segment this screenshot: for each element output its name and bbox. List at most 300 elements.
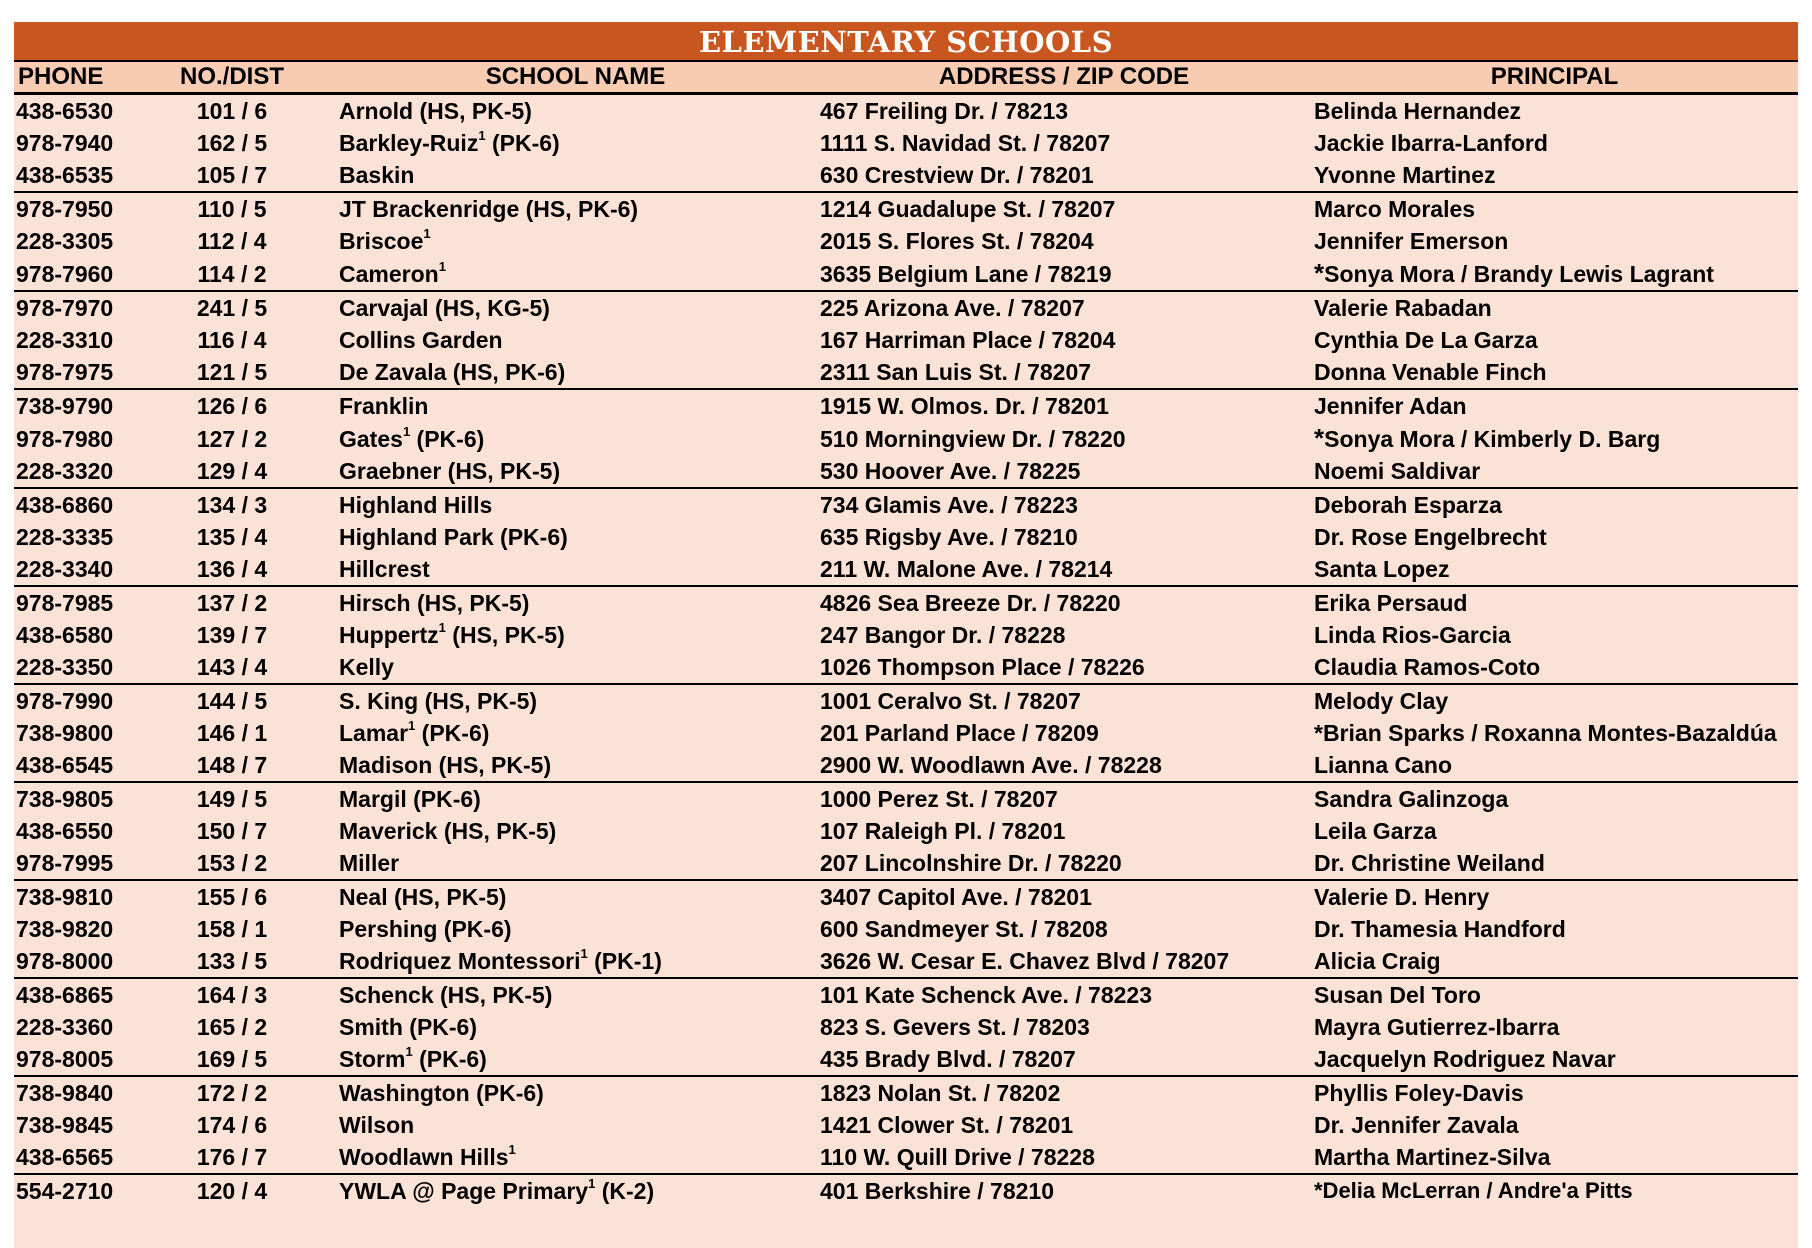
table-row	[14, 488, 1798, 521]
principal-name: Claudia Ramos-Coto	[1314, 654, 1541, 680]
principal-name: Erika Persaud	[1314, 590, 1468, 616]
address-cell: 823 S. Gevers St. / 78203	[820, 1014, 1090, 1040]
principal-name: Jennifer Emerson	[1314, 228, 1509, 254]
address-cell: 3635 Belgium Lane / 78219	[820, 260, 1112, 287]
school-name: De Zavala	[339, 359, 447, 385]
address-cell: 201 Parland Place / 78209	[820, 720, 1099, 746]
principal-name: Phyllis Foley-Davis	[1314, 1080, 1524, 1106]
address-cell: 167 Harriman Place / 78204	[820, 327, 1116, 353]
dist-cell: 153 / 2	[196, 850, 268, 876]
address-cell: 3626 W. Cesar E. Chavez Blvd / 78207	[820, 948, 1230, 974]
principal-name: Donna Venable Finch	[1314, 359, 1547, 385]
principal-name: Dr. Rose Engelbrecht	[1314, 524, 1547, 550]
principal-name: Sandra Galinzoga	[1314, 786, 1509, 812]
school-name: Schenck	[339, 982, 434, 1008]
header-phone: PHONE	[14, 61, 162, 94]
principal-name: Sonya Mora / Brandy Lewis Lagrant	[1324, 261, 1714, 287]
principal-name: Jackie Ibarra-Lanford	[1314, 130, 1548, 156]
principal-name: Dr. Jennifer Zavala	[1314, 1112, 1519, 1138]
school-name: S. King	[339, 688, 419, 714]
dist-cell: 148 / 7	[196, 752, 268, 778]
address-cell: 1000 Perez St. / 78207	[817, 782, 1311, 815]
footnote-marker: 1	[423, 226, 431, 242]
dist-cell: 172 / 2	[162, 1076, 334, 1109]
school-name-cell	[334, 684, 817, 717]
grade-note: (PK-6)	[485, 130, 560, 156]
phone-cell: 978-7995	[16, 850, 114, 876]
footnote-marker: 1	[588, 1176, 596, 1192]
principal-cell	[1311, 717, 1798, 749]
school-name-cell	[334, 749, 817, 782]
school-name: Lamar	[339, 720, 409, 746]
principal-name: Valerie D. Henry	[1314, 884, 1490, 910]
phone-cell: 438-6535	[16, 162, 114, 188]
dist-cell: 241 / 5	[162, 291, 334, 324]
school-name-cell	[334, 586, 817, 619]
address-cell: 3407 Capitol Ave. / 78201	[817, 880, 1311, 913]
phone-cell: 738-9845	[16, 1112, 114, 1138]
principal-name: Jacquelyn Rodriguez Navar	[1314, 1046, 1616, 1072]
principal-cell	[1311, 1076, 1798, 1109]
address-cell: 225 Arizona Ave. / 78207	[817, 291, 1311, 324]
principal-name: Dr. Christine Weiland	[1314, 850, 1545, 876]
school-name: Madison	[339, 752, 433, 778]
dist-cell: 114 / 2	[197, 260, 267, 287]
school-name-cell	[334, 1076, 817, 1109]
principal-cell	[1311, 1011, 1798, 1043]
phone-cell: 228-3340	[16, 556, 114, 582]
dist-cell: 176 / 7	[196, 1144, 268, 1170]
school-name-cell	[334, 389, 817, 422]
principal-cell	[1311, 455, 1798, 488]
principal-name: *Brian Sparks / Roxanna Montes-Bazaldúa	[1314, 720, 1777, 746]
principal-cell	[1311, 225, 1798, 257]
principal-name: Dr. Thamesia Handford	[1314, 916, 1566, 942]
school-name: Washington	[339, 1080, 470, 1106]
school-name: JT Brackenridge	[339, 196, 520, 222]
table-row	[14, 619, 1798, 651]
principal-name: Deborah Esparza	[1314, 492, 1502, 518]
phone-cell: 978-7940	[16, 130, 114, 156]
header-dist: NO./DIST	[162, 61, 334, 94]
school-name-cell	[334, 455, 817, 488]
address-cell: 110 W. Quill Drive / 78228	[820, 1144, 1095, 1170]
phone-cell: 738-9840	[14, 1076, 162, 1109]
dist-cell: 126 / 6	[162, 389, 334, 422]
dist-cell: 121 / 5	[196, 359, 268, 385]
phone-cell: 978-7980	[16, 425, 114, 452]
school-name-cell	[334, 291, 817, 324]
dist-cell: 137 / 2	[162, 586, 334, 619]
table-row	[14, 257, 1798, 291]
principal-cell	[1311, 586, 1798, 619]
address-cell: 247 Bangor Dr. / 78228	[820, 622, 1066, 648]
address-cell: 1001 Ceralvo St. / 78207	[817, 684, 1311, 717]
table-row	[14, 978, 1798, 1011]
table-row	[14, 782, 1798, 815]
dist-cell: 112 / 4	[197, 228, 267, 254]
school-name: Baskin	[339, 162, 415, 188]
table-row	[14, 847, 1798, 880]
section-title: ELEMENTARY SCHOOLS	[14, 22, 1798, 60]
table-row	[14, 815, 1798, 847]
address-cell: 107 Raleigh Pl. / 78201	[820, 818, 1066, 844]
grade-note: (HS, PK-5)	[410, 590, 530, 616]
table-row	[14, 159, 1798, 192]
phone-cell: 978-7960	[16, 260, 114, 287]
principal-cell	[1311, 782, 1798, 815]
address-cell: 510 Morningview Dr. / 78220	[820, 425, 1126, 452]
address-cell: 530 Hoover Ave. / 78225	[820, 458, 1081, 484]
table-row	[14, 913, 1798, 945]
address-cell: 101 Kate Schenck Ave. / 78223	[817, 978, 1311, 1011]
dist-cell: 134 / 3	[162, 488, 334, 521]
footnote-marker: 1	[508, 1142, 516, 1158]
principal-name: Yvonne Martinez	[1314, 162, 1496, 188]
phone-cell: 228-3360	[16, 1014, 114, 1040]
grade-note: (HS, PK-6)	[446, 359, 566, 385]
table-row	[14, 945, 1798, 978]
grade-note: (PK-1)	[587, 948, 662, 974]
principal-name: Jennifer Adan	[1314, 393, 1467, 419]
principal-name: Sonya Mora / Kimberly D. Barg	[1324, 426, 1661, 452]
school-name: Kelly	[339, 654, 394, 680]
dist-cell: 136 / 4	[196, 556, 268, 582]
school-name-cell	[334, 978, 817, 1011]
table-row	[14, 192, 1798, 225]
table-row	[14, 225, 1798, 257]
footnote-marker: 1	[438, 258, 446, 274]
principal-cell	[1311, 159, 1798, 192]
dist-cell: 158 / 1	[196, 916, 268, 942]
dist-cell: 133 / 5	[196, 948, 268, 974]
principal-name: Lianna Cano	[1314, 752, 1453, 778]
dist-cell: 105 / 7	[196, 162, 268, 188]
school-name-cell	[334, 1174, 817, 1207]
address-cell: 2015 S. Flores St. / 78204	[820, 228, 1094, 254]
dist-cell: 169 / 5	[196, 1046, 268, 1072]
address-cell: 630 Crestview Dr. / 78201	[820, 162, 1094, 188]
address-cell: 1823 Nolan St. / 78202	[817, 1076, 1311, 1109]
phone-cell: 738-9810	[14, 880, 162, 913]
principal-cell	[1311, 978, 1798, 1011]
principal-name: Susan Del Toro	[1314, 982, 1481, 1008]
phone-cell: 978-7950	[14, 192, 162, 225]
school-name-cell	[334, 619, 817, 651]
phone-cell: 738-9800	[16, 720, 114, 746]
principal-cell	[1311, 291, 1798, 324]
asterisk-marker: *	[1314, 258, 1325, 288]
school-name: Carvajal	[339, 295, 429, 321]
principal-cell	[1311, 1174, 1798, 1207]
dist-cell: 129 / 4	[196, 458, 268, 484]
school-name: Briscoe	[339, 228, 424, 254]
phone-cell: 978-8000	[16, 948, 114, 974]
school-name-cell	[334, 782, 817, 815]
table-row	[14, 389, 1798, 422]
principal-cell	[1311, 356, 1798, 389]
address-cell: 1915 W. Olmos. Dr. / 78201	[817, 389, 1311, 422]
dist-cell: 174 / 6	[196, 1112, 268, 1138]
table-row	[14, 455, 1798, 488]
grade-note: (PK-6)	[493, 524, 568, 550]
school-name: Collins Garden	[339, 327, 503, 353]
principal-cell	[1311, 1141, 1798, 1174]
school-name: Highland Park	[339, 524, 494, 550]
principal-cell	[1311, 1043, 1798, 1076]
phone-cell: 228-3335	[16, 524, 114, 550]
grade-note: (HS, PK-5)	[445, 622, 565, 648]
table-body	[14, 94, 1798, 1208]
dist-cell: 164 / 3	[162, 978, 334, 1011]
school-name: Maverick	[339, 818, 438, 844]
principal-cell	[1311, 422, 1798, 455]
school-name: Hillcrest	[339, 556, 430, 582]
dist-cell: 101 / 6	[196, 98, 268, 124]
school-name-cell	[334, 1109, 817, 1141]
phone-cell: 978-7975	[16, 359, 114, 385]
school-name-cell	[334, 913, 817, 945]
address-cell: 401 Berkshire / 78210	[817, 1174, 1311, 1207]
school-name: Miller	[339, 850, 400, 876]
table-row	[14, 1043, 1798, 1076]
principal-cell	[1311, 488, 1798, 521]
grade-note: (HS, PK-5)	[418, 688, 538, 714]
schools-table	[14, 60, 1798, 1207]
footnote-marker: 1	[438, 620, 446, 636]
grade-note: (HS, PK-5)	[433, 982, 553, 1008]
principal-name: Belinda Hernandez	[1314, 98, 1522, 124]
school-name: Neal	[339, 884, 388, 910]
phone-cell: 978-8005	[16, 1046, 114, 1072]
principal-cell	[1311, 847, 1798, 880]
phone-cell: 228-3320	[16, 458, 114, 484]
table-row	[14, 749, 1798, 782]
school-name-cell	[334, 521, 817, 553]
address-cell: 211 W. Malone Ave. / 78214	[820, 556, 1113, 582]
grade-note: (PK-6)	[437, 916, 512, 942]
school-name-cell	[334, 324, 817, 356]
table-row	[14, 586, 1798, 619]
phone-cell: 978-7970	[14, 291, 162, 324]
phone-cell: 438-6550	[16, 818, 114, 844]
grade-note: (PK-6)	[406, 786, 481, 812]
school-name-cell	[334, 945, 817, 978]
school-name-cell	[334, 192, 817, 225]
principal-cell	[1311, 324, 1798, 356]
header-address: ADDRESS / ZIP CODE	[817, 61, 1311, 94]
school-name-cell	[334, 488, 817, 521]
header-school-name: SCHOOL NAME	[334, 61, 817, 94]
school-name: Gates	[339, 425, 403, 452]
phone-cell: 438-6865	[14, 978, 162, 1011]
table-row	[14, 1109, 1798, 1141]
phone-cell: 228-3305	[16, 228, 114, 254]
address-cell: 600 Sandmeyer St. / 78208	[820, 916, 1108, 942]
grade-note: (PK-6)	[415, 720, 490, 746]
table-row	[14, 324, 1798, 356]
table-row	[14, 356, 1798, 389]
principal-cell	[1311, 619, 1798, 651]
grade-note: (HS, PK-5)	[413, 98, 532, 124]
table-row	[14, 651, 1798, 684]
principal-name: Linda Rios-Garcia	[1314, 622, 1511, 648]
address-cell: 1214 Guadalupe St. / 78207	[817, 192, 1311, 225]
school-name-cell	[334, 159, 817, 192]
phone-cell: 738-9820	[16, 916, 114, 942]
phone-cell: 438-6565	[16, 1144, 114, 1170]
phone-cell: 738-9790	[14, 389, 162, 422]
dist-cell: 116 / 4	[197, 327, 267, 353]
table-row	[14, 1141, 1798, 1174]
address-cell: 2900 W. Woodlawn Ave. / 78228	[820, 752, 1162, 778]
school-name: Franklin	[339, 393, 429, 419]
address-cell: 1421 Clower St. / 78201	[820, 1112, 1074, 1138]
principal-cell	[1311, 257, 1798, 291]
school-name-cell	[334, 257, 817, 291]
dist-cell: 143 / 4	[196, 654, 268, 680]
address-cell: 635 Rigsby Ave. / 78210	[820, 524, 1078, 550]
footnote-marker: 1	[405, 1044, 413, 1060]
phone-cell: 738-9805	[14, 782, 162, 815]
grade-note: (HS, PK-5)	[387, 884, 507, 910]
footnote-marker: 1	[408, 718, 416, 734]
principal-cell	[1311, 684, 1798, 717]
table-header-row	[14, 61, 1798, 94]
phone-cell: 438-6860	[14, 488, 162, 521]
principal-name: Alicia Craig	[1314, 948, 1441, 974]
dist-cell: 144 / 5	[162, 684, 334, 717]
school-name: Woodlawn Hills	[339, 1144, 509, 1170]
school-name: Huppertz	[339, 622, 439, 648]
school-name: Storm	[339, 1046, 406, 1072]
principal-name: Martha Martinez-Silva	[1314, 1144, 1551, 1170]
school-name-cell	[334, 1043, 817, 1076]
school-name-cell	[334, 94, 817, 128]
school-name-cell	[334, 1011, 817, 1043]
table-row	[14, 422, 1798, 455]
grade-note: (HS, PK-5)	[432, 752, 552, 778]
header-principal: PRINCIPAL	[1311, 61, 1798, 94]
school-name: Smith	[339, 1014, 403, 1040]
address-cell: 467 Freiling Dr. / 78213	[820, 98, 1069, 124]
phone-cell: 438-6545	[16, 752, 114, 778]
dist-cell: 162 / 5	[196, 130, 268, 156]
asterisk-marker: *	[1314, 423, 1325, 453]
phone-cell: 438-6530	[16, 98, 114, 124]
grade-note: (PK-6)	[402, 1014, 478, 1040]
principal-cell	[1311, 553, 1798, 586]
school-name-cell	[334, 880, 817, 913]
school-name: Highland Hills	[339, 492, 493, 518]
address-cell: 2311 San Luis St. / 78207	[820, 359, 1092, 385]
table-row	[14, 717, 1798, 749]
address-cell: 207 Lincolnshire Dr. / 78220	[820, 850, 1122, 876]
dist-cell: 146 / 1	[196, 720, 268, 746]
footnote-marker: 1	[478, 128, 486, 144]
principal-cell	[1311, 815, 1798, 847]
dist-cell: 127 / 2	[196, 425, 268, 452]
footnote-marker: 1	[580, 946, 588, 962]
school-name-cell	[334, 1141, 817, 1174]
school-name: Barkley-Ruiz	[339, 130, 479, 156]
grade-note: (PK-6)	[412, 1046, 487, 1072]
phone-cell: 978-7990	[14, 684, 162, 717]
principal-name: Marco Morales	[1314, 196, 1476, 222]
school-name-cell	[334, 847, 817, 880]
phone-cell: 554-2710	[14, 1174, 162, 1207]
phone-cell: 228-3310	[16, 327, 114, 353]
address-cell: 734 Glamis Ave. / 78223	[817, 488, 1311, 521]
principal-cell	[1311, 945, 1798, 978]
principal-name: Cynthia De La Garza	[1314, 327, 1538, 353]
school-name-cell	[334, 553, 817, 586]
dist-cell: 135 / 4	[196, 524, 268, 550]
principal-name: Noemi Saldivar	[1314, 458, 1481, 484]
address-cell: 4826 Sea Breeze Dr. / 78220	[817, 586, 1311, 619]
school-name-cell	[334, 225, 817, 257]
school-name-cell	[334, 717, 817, 749]
address-cell: 1111 S. Navidad St. / 78207	[820, 130, 1111, 156]
principal-cell	[1311, 521, 1798, 553]
principal-name: Melody Clay	[1314, 688, 1449, 714]
principal-cell	[1311, 127, 1798, 159]
principal-cell	[1311, 94, 1798, 128]
grade-note: (HS, PK-6)	[519, 196, 639, 222]
grade-note: (HS, PK-5)	[441, 458, 561, 484]
table-row	[14, 127, 1798, 159]
principal-cell	[1311, 749, 1798, 782]
table-row	[14, 1174, 1798, 1207]
grade-note: (HS, KG-5)	[428, 295, 550, 321]
grade-note: (PK-6)	[469, 1080, 544, 1106]
principal-name: *Delia McLerran / Andre'a Pitts	[1314, 1178, 1633, 1203]
principal-name: Mayra Gutierrez-Ibarra	[1314, 1014, 1560, 1040]
footnote-marker: 1	[402, 423, 411, 439]
grade-note: (PK-6)	[410, 425, 485, 452]
school-name-cell	[334, 815, 817, 847]
dist-cell: 165 / 2	[196, 1014, 268, 1040]
school-directory-sheet	[14, 22, 1798, 1248]
principal-cell	[1311, 913, 1798, 945]
principal-cell	[1311, 651, 1798, 684]
principal-name: Santa Lopez	[1314, 556, 1450, 582]
dist-cell: 150 / 7	[196, 818, 268, 844]
address-cell: 1026 Thompson Place / 78226	[820, 654, 1145, 680]
principal-name: Leila Garza	[1314, 818, 1437, 844]
school-name: Cameron	[339, 260, 439, 287]
school-name: Hirsch	[339, 590, 411, 616]
school-name: Wilson	[339, 1112, 415, 1138]
school-name-cell	[334, 651, 817, 684]
grade-note: (K-2)	[595, 1178, 655, 1204]
school-name: Rodriquez Montessori	[339, 948, 581, 974]
principal-cell	[1311, 389, 1798, 422]
table-row	[14, 1076, 1798, 1109]
phone-cell: 978-7985	[14, 586, 162, 619]
phone-cell: 228-3350	[16, 654, 114, 680]
dist-cell: 120 / 4	[162, 1174, 334, 1207]
school-name: Pershing	[339, 916, 438, 942]
dist-cell: 155 / 6	[162, 880, 334, 913]
grade-note: (HS, PK-5)	[437, 818, 557, 844]
table-row	[14, 553, 1798, 586]
school-name: Margil	[339, 786, 407, 812]
principal-cell	[1311, 192, 1798, 225]
school-name-cell	[334, 127, 817, 159]
address-cell: 435 Brady Blvd. / 78207	[820, 1046, 1076, 1072]
dist-cell: 110 / 5	[162, 192, 334, 225]
